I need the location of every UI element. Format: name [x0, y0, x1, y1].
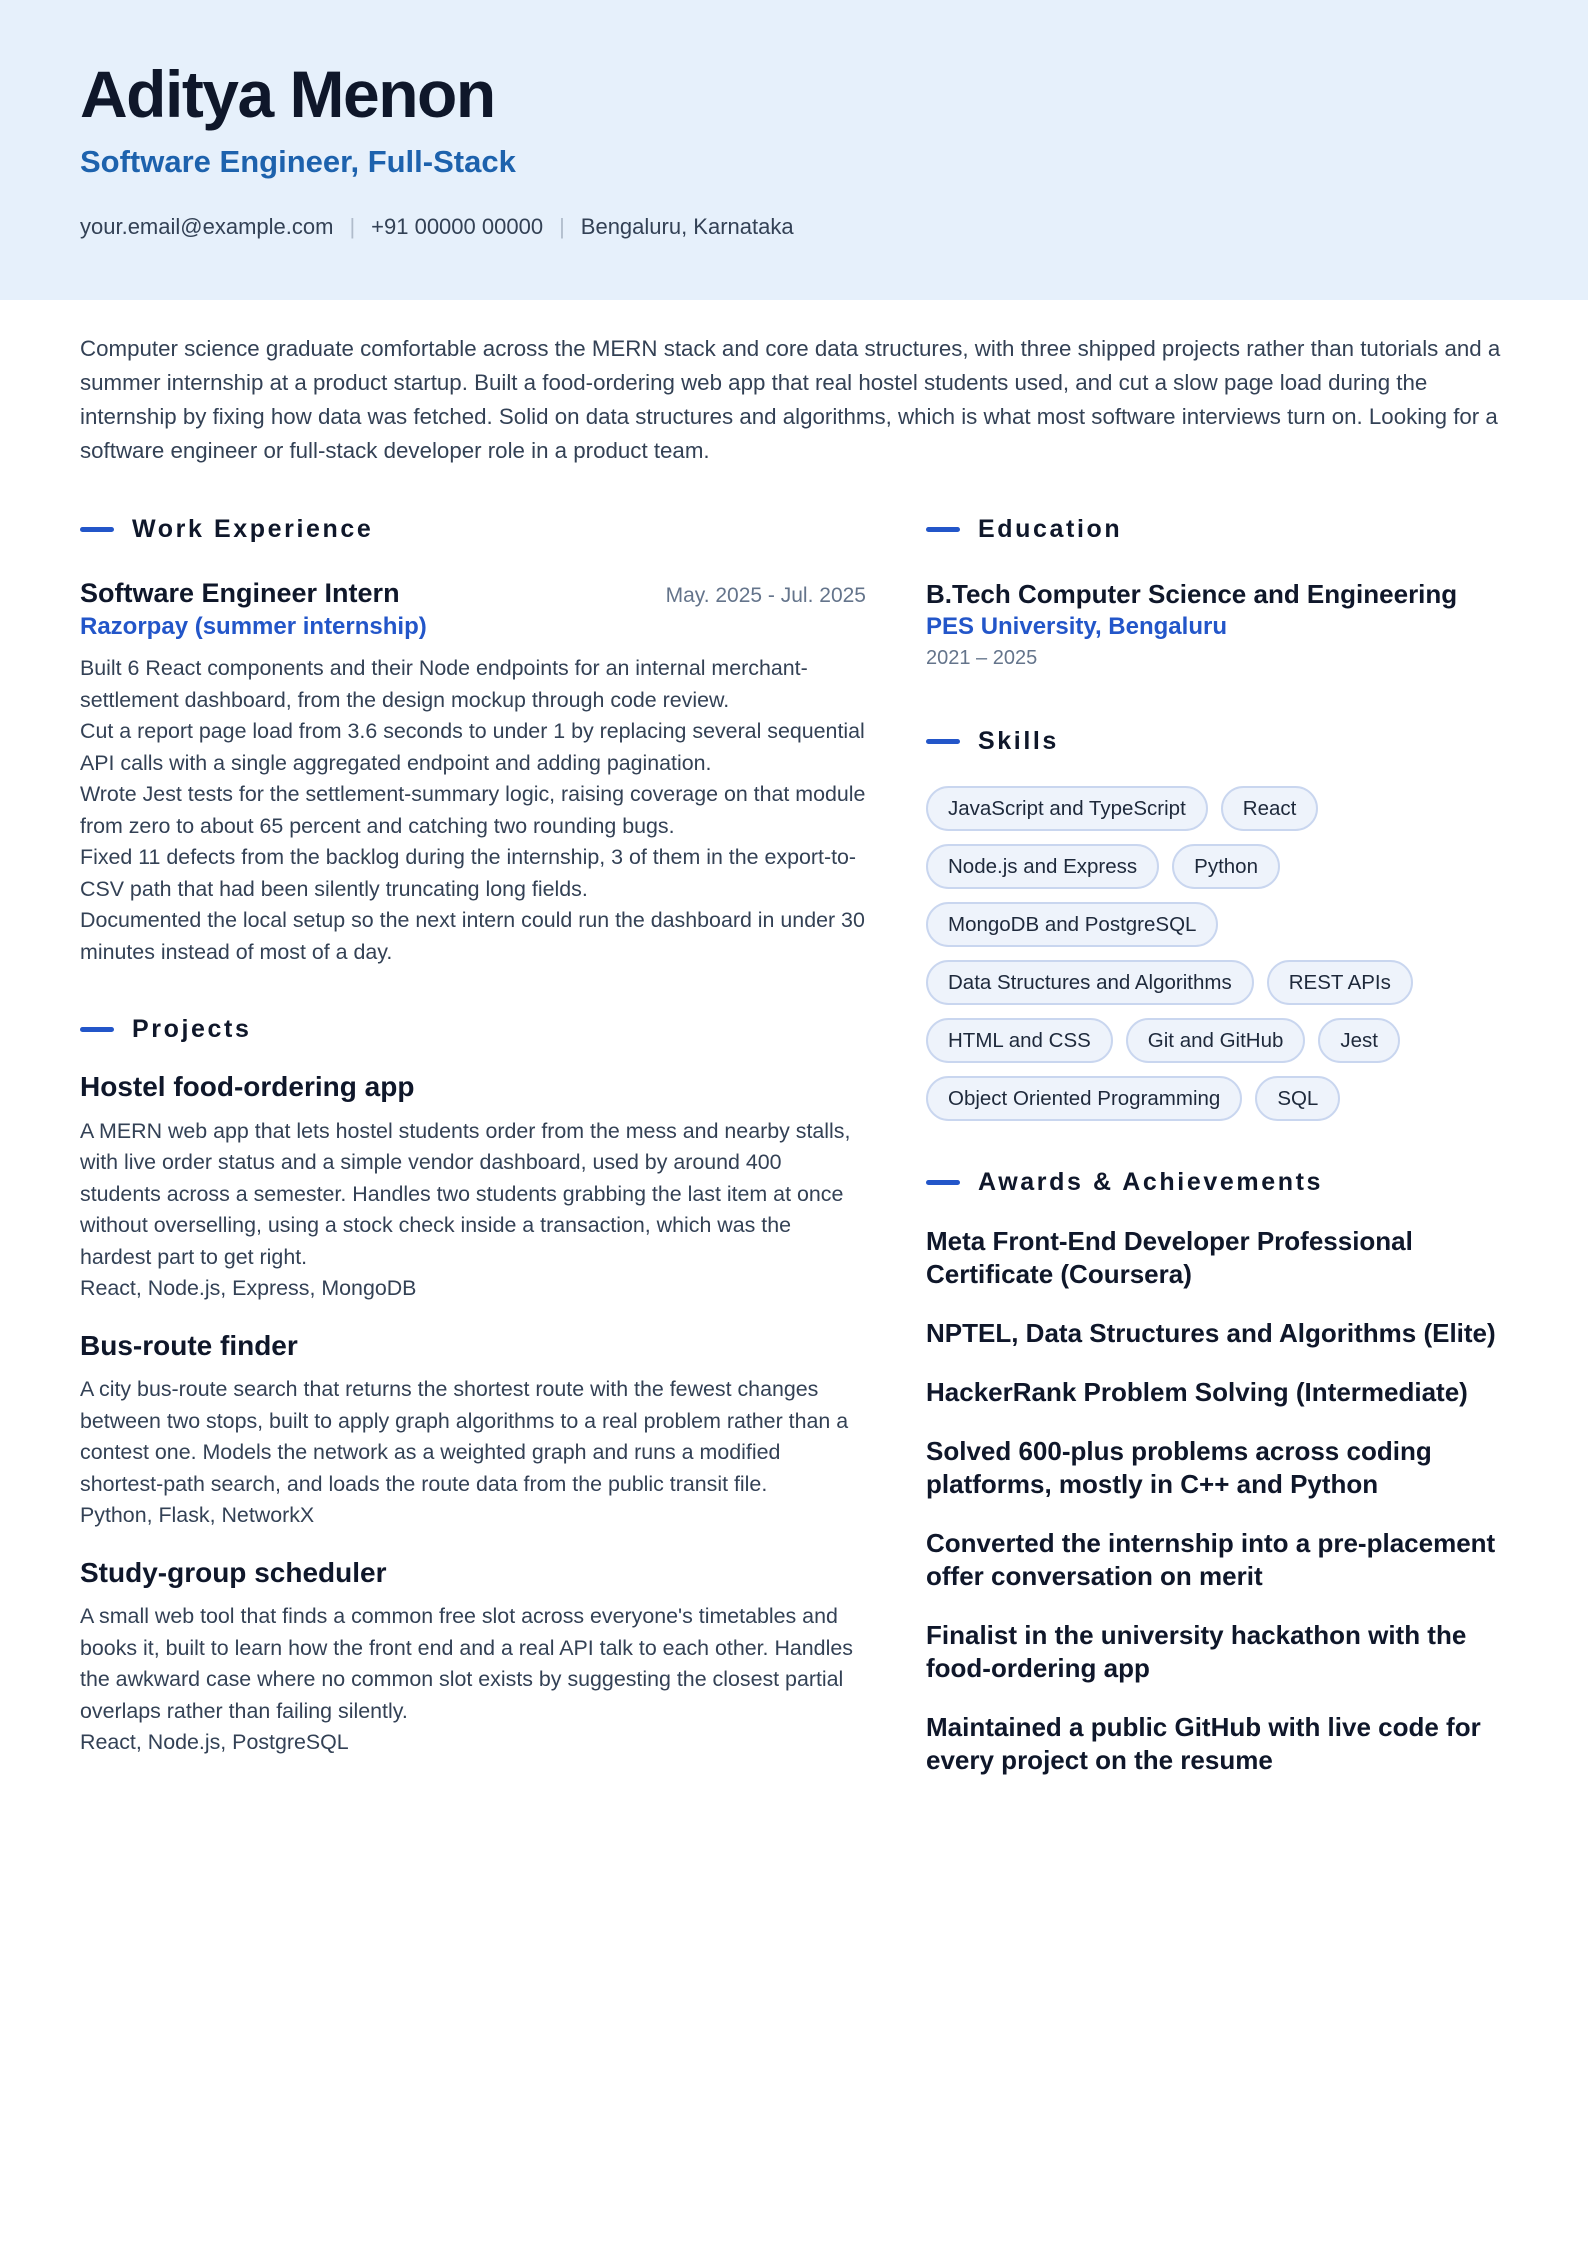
section-heading-text: Education	[978, 514, 1123, 543]
section-accent-bar	[80, 527, 114, 532]
project-entry	[80, 1329, 866, 1532]
contact-line	[80, 214, 794, 240]
section-heading-text: Projects	[132, 1014, 252, 1043]
job-title: Software Engineer Intern	[80, 578, 400, 608]
skill-chip: Python	[1172, 844, 1280, 889]
skill-chip: Git and GitHub	[1126, 1018, 1306, 1063]
skill-chip: REST APIs	[1267, 960, 1413, 1005]
summary-paragraph: Computer science graduate comfortable across the MERN stack and core data structures, with three shipped projects rather than tutorials and a summer internship at a product startup. Built a food-ordering web app that real hostel students used, and cut a slow page load during the internship by fixing how data was fetched. Solid on data structures and algorithms, which is what most software interviews turn on. Looking for a software engineer or full-stack developer role in a product team.	[80, 336, 1501, 463]
resume-header	[0, 0, 1588, 300]
award-item: Finalist in the university hackathon with the food-ordering app	[926, 1620, 1467, 1684]
section-accent-bar	[926, 1180, 960, 1185]
section-accent-bar	[80, 1027, 114, 1032]
job-bullet: Cut a report page load from 3.6 seconds to under 1 by replacing several sequential API calls with a single aggregated endpoint and adding pagination.	[80, 719, 865, 775]
project-entry	[80, 1556, 866, 1759]
education-school: PES University, Bengaluru	[926, 613, 1227, 641]
award-item: Solved 600-plus problems across coding platforms, mostly in C++ and Python	[926, 1436, 1432, 1500]
section-accent-bar	[926, 527, 960, 532]
skills-chip-list	[926, 786, 1486, 1121]
skill-chip: React	[1221, 786, 1319, 831]
skill-chip: SQL	[1255, 1076, 1340, 1121]
job-bullet: Built 6 React components and their Node endpoints for an internal merchant-settlement dashboard, from the design mockup through code review.	[80, 656, 808, 712]
contact-email[interactable]: your.email@example.com	[80, 214, 334, 239]
award-item: HackerRank Problem Solving (Intermediate)	[926, 1377, 1468, 1408]
contact-separator: |	[559, 214, 565, 239]
contact-separator: |	[349, 214, 356, 239]
contact-phone[interactable]: +91 00000 00000	[371, 214, 544, 239]
project-title: Bus-route finder	[80, 1329, 298, 1361]
project-title: Study-group scheduler	[80, 1556, 387, 1588]
project-tech: Python, Flask, NetworkX	[80, 1503, 315, 1528]
left-column	[80, 510, 866, 1759]
section-heading-text: Skills	[978, 726, 1059, 755]
candidate-name: Aditya Menon	[80, 57, 495, 131]
skills-heading	[926, 722, 1516, 760]
right-column	[926, 510, 1516, 1803]
skill-chip: Data Structures and Algorithms	[926, 960, 1254, 1005]
section-heading-text: Awards & Achievements	[978, 1167, 1323, 1196]
job-bullet: Documented the local setup so the next intern could run the dashboard in under 30 minutes instead of most of a day.	[80, 908, 865, 964]
project-description: A small web tool that finds a common free slot across everyone's timetables and books it, built to learn how the front end and a real API talk to each other. Handles the awkward case where no common slot exists by suggesting the closest partial overlaps rather than failing silently.	[80, 1604, 853, 1723]
project-description: A city bus-route search that returns the shortest route with the fewest changes between two stops, built to apply graph algorithms to a real problem rather than a contest one. Models the network as a weighted graph and runs a modified shortest-path search, and loads the route data from the public transit file.	[80, 1377, 849, 1496]
award-item: Maintained a public GitHub with live code for every project on the resume	[926, 1712, 1481, 1776]
job-dates: May. 2025 - Jul. 2025	[665, 584, 866, 607]
skill-chip: MongoDB and PostgreSQL	[926, 902, 1218, 947]
section-heading-text: Work Experience	[132, 514, 374, 543]
project-entry	[80, 1070, 866, 1305]
work-experience-heading	[80, 510, 866, 548]
job-entry	[80, 578, 866, 968]
education-heading	[926, 510, 1516, 548]
candidate-role: Software Engineer, Full-Stack	[80, 144, 516, 179]
job-bullet: Wrote Jest tests for the settlement-summary logic, raising coverage on that module from zero to about 65 percent and catching two rounding bugs.	[80, 782, 866, 838]
project-title: Hostel food-ordering app	[80, 1071, 415, 1102]
education-degree: B.Tech Computer Science and Engineering	[926, 579, 1458, 609]
skill-chip: HTML and CSS	[926, 1018, 1113, 1063]
skill-chip: Node.js and Express	[926, 844, 1159, 889]
projects-heading	[80, 1010, 866, 1048]
skill-chip: JavaScript and TypeScript	[926, 786, 1208, 831]
skill-chip: Jest	[1318, 1018, 1400, 1063]
contact-location: Bengaluru, Karnataka	[580, 214, 794, 239]
project-description: A MERN web app that lets hostel students order from the mess and nearby stalls, with live order status and a simple vendor dashboard, used by around 400 students across a semester. Handles two students grabbing the last item at once without overselling, using a stock check inside a transaction, which was the hardest part to get right.	[80, 1118, 851, 1269]
project-tech: React, Node.js, PostgreSQL	[80, 1730, 349, 1755]
award-item: Meta Front-End Developer Professional Certificate (Coursera)	[926, 1226, 1413, 1290]
awards-list	[926, 1225, 1516, 1777]
award-item: Converted the internship into a pre-placement offer conversation on merit	[926, 1528, 1496, 1592]
award-item: NPTEL, Data Structures and Algorithms (Elite)	[926, 1318, 1496, 1349]
awards-heading	[926, 1163, 1516, 1201]
job-organization: Razorpay (summer internship)	[80, 613, 427, 640]
education-years: 2021 – 2025	[926, 647, 1038, 670]
skill-chip: Object Oriented Programming	[926, 1076, 1242, 1121]
project-tech: React, Node.js, Express, MongoDB	[80, 1276, 417, 1301]
section-accent-bar	[926, 739, 960, 744]
job-bullet: Fixed 11 defects from the backlog during the internship, 3 of them in the export-to-CSV path that had been silently truncating long fields.	[80, 845, 857, 901]
